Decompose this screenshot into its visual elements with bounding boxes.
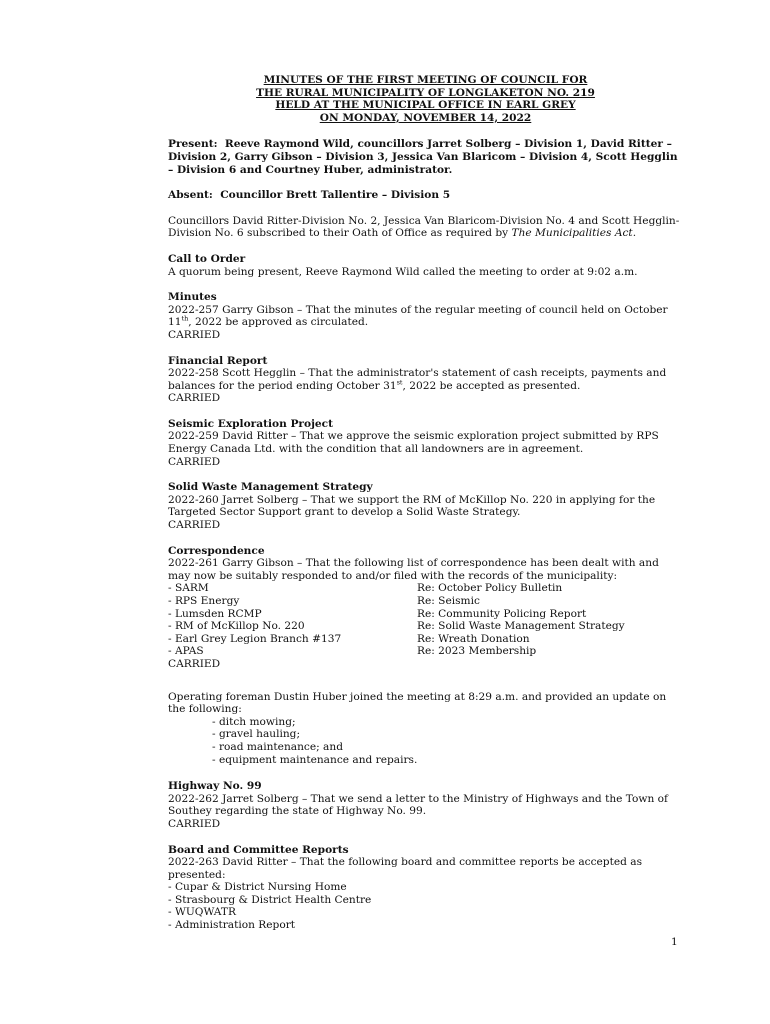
list-item: - gravel hauling; xyxy=(212,728,301,741)
highway-result: CARRIED xyxy=(168,817,221,830)
solid-waste-heading: Solid Waste Management Strategy xyxy=(168,481,373,494)
solid-waste-motion: 2022-260 Jarret Solberg – That we support the RM of McKillop No. 220 in applying for the Targeted Sector Support grant to develop a Solid Waste Strategy. xyxy=(168,493,656,519)
board-section xyxy=(168,844,683,932)
list-item xyxy=(168,582,683,595)
title-line-4: ON MONDAY, NOVEMBER 14, 2022 xyxy=(319,111,532,124)
list-item xyxy=(168,608,683,621)
present-text: Reeve Raymond Wild, councillors Jarret Solberg – Division 1, David Ritter – Division 2, Garry Gibson – Division 3, Jessica Van Blaricom – Division 4, Scott Hegglin – Division 6 and Courtney Huber, administrator. xyxy=(168,138,678,176)
seismic-heading: Seismic Exploration Project xyxy=(168,417,333,430)
present-label: Present: xyxy=(168,138,218,151)
correspondence-from: - Earl Grey Legion Branch #137 xyxy=(168,632,342,645)
foreman-section xyxy=(168,691,683,767)
list-item: - road maintenance; and xyxy=(212,740,343,753)
title-line-1: MINUTES OF THE FIRST MEETING OF COUNCIL FOR xyxy=(263,74,588,86)
list-item: - Administration Report xyxy=(168,919,296,932)
highway-heading: Highway No. 99 xyxy=(168,780,262,793)
correspondence-section xyxy=(168,545,683,671)
correspondence-from: - Lumsden RCMP xyxy=(168,607,262,620)
minutes-result: CARRIED xyxy=(168,328,221,341)
list-item: - Strasbourg & District Health Centre xyxy=(168,893,372,906)
correspondence-re: Re: 2023 Membership xyxy=(417,645,537,658)
correspondence-from: - APAS xyxy=(168,645,204,658)
minutes-motion-text: 2022-257 Garry Gibson – That the minutes of the regular meeting of council held on October 11 xyxy=(168,303,668,329)
correspondence-re: Re: Community Policing Report xyxy=(417,607,587,620)
list-item: - WUQWATR xyxy=(168,906,236,919)
board-motion: 2022-263 David Ritter – That the following board and committee reports be accepted as presented: xyxy=(168,856,643,881)
minutes-motion xyxy=(168,304,683,329)
correspondence-re: Re: Solid Waste Management Strategy xyxy=(417,620,625,633)
seismic-section xyxy=(168,418,683,468)
foreman-text: Operating foreman Dustin Huber joined the meeting at 8:29 a.m. and provided an update on the following: xyxy=(168,690,667,716)
absent-text: Councillor Brett Tallentire – Division 5 xyxy=(220,189,451,202)
correspondence-re: Re: Wreath Donation xyxy=(417,632,530,645)
financial-result: CARRIED xyxy=(168,392,221,405)
minutes-motion-end: , 2022 be approved as circulated. xyxy=(188,316,369,329)
financial-motion xyxy=(168,367,683,392)
oath-paragraph xyxy=(168,215,683,240)
minutes-ordinal: th xyxy=(181,314,189,323)
list-item xyxy=(168,620,683,633)
list-item xyxy=(168,633,683,646)
list-item: - equipment maintenance and repairs. xyxy=(212,753,418,766)
present-paragraph xyxy=(168,138,683,176)
financial-section xyxy=(168,355,683,405)
correspondence-from: - RPS Energy xyxy=(168,595,240,607)
correspondence-motion: 2022-261 Garry Gibson – That the following list of correspondence has been dealt with and may now be suitably responded to and/or filed with the records of the municipality: xyxy=(168,557,659,582)
call-to-order-heading: Call to Order xyxy=(168,252,246,265)
solid-waste-result: CARRIED xyxy=(168,519,221,532)
highway-motion: 2022-262 Jarret Solberg – That we send a letter to the Ministry of Highways and the Town of Southey regarding the state of Highway No. 99. xyxy=(168,792,668,818)
correspondence-heading: Correspondence xyxy=(168,544,265,557)
highway-section xyxy=(168,780,683,830)
financial-motion-end: , 2022 be accepted as presented. xyxy=(402,379,581,392)
list-item xyxy=(168,595,683,608)
title-line-2: THE RURAL MUNICIPALITY OF LONGLAKETON NO. 219 xyxy=(256,86,595,99)
list-item xyxy=(168,645,683,658)
page-number: 1 xyxy=(671,936,678,948)
oath-end: . xyxy=(632,227,637,240)
minutes-section xyxy=(168,291,683,341)
correspondence-re: Re: Seismic xyxy=(417,595,480,607)
board-heading: Board and Committee Reports xyxy=(168,843,349,856)
correspondence-result: CARRIED xyxy=(168,657,221,670)
absent-paragraph xyxy=(168,189,683,202)
act-name: The Municipalities Act xyxy=(511,227,633,240)
call-to-order-section xyxy=(168,253,683,278)
correspondence-from: - RM of McKillop No. 220 xyxy=(168,620,305,633)
financial-motion-text: 2022-258 Scott Hegglin – That the administrator's statement of cash receipts, payments and balances for the period ending October 31 xyxy=(168,367,667,392)
solid-waste-section xyxy=(168,481,683,531)
list-item: - ditch mowing; xyxy=(212,715,296,728)
list-item: - Cupar & District Nursing Home xyxy=(168,881,347,894)
minutes-content xyxy=(168,74,683,932)
correspondence-from: - SARM xyxy=(168,582,209,595)
financial-ordinal: st xyxy=(396,378,403,387)
correspondence-re: Re: October Policy Bulletin xyxy=(417,582,563,595)
seismic-result: CARRIED xyxy=(168,455,221,468)
seismic-motion: 2022-259 David Ritter – That we approve the seismic exploration project submitted by RPS Energy Canada Ltd. with the condition that all landowners are in agreement. xyxy=(168,430,659,456)
document-title xyxy=(168,74,683,124)
financial-heading: Financial Report xyxy=(168,354,268,367)
minutes-heading: Minutes xyxy=(168,291,217,304)
oath-text: Councillors David Ritter-Division No. 2, Jessica Van Blaricom-Division No. 4 and Scott Hegglin-Division No. 6 subscribed to their Oath of Office as required by xyxy=(168,214,680,240)
title-line-3: HELD AT THE MUNICIPAL OFFICE IN EARL GREY xyxy=(275,99,576,112)
absent-label: Absent: xyxy=(168,189,213,202)
call-to-order-text: A quorum being present, Reeve Raymond Wild called the meeting to order at 9:02 a.m. xyxy=(168,265,638,278)
